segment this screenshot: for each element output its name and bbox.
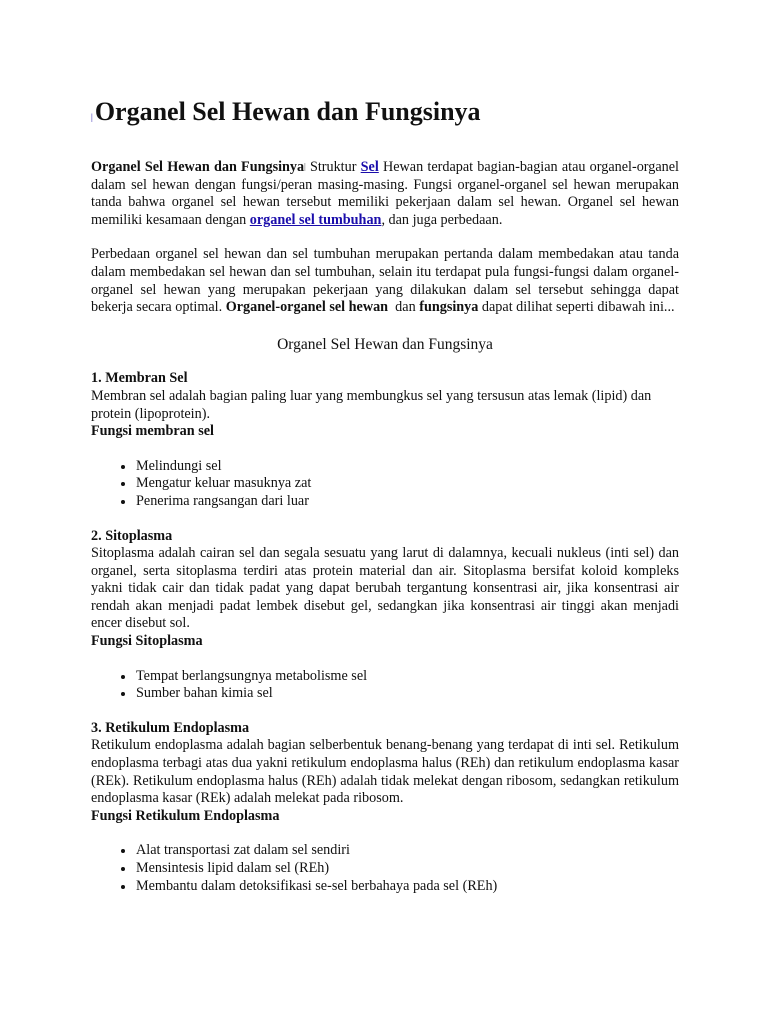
intro-paragraph xyxy=(91,158,679,229)
fungsi-list xyxy=(91,668,679,703)
section-description: Retikulum endoplasma adalah bagian selberbentuk benang-benang yang terdapat di inti sel. Retikulum endoplasma terbagi atas dua yakni retikulum endoplasma halus (REh) dan retikulum endoplasma kasar (REk). Retikulum endoplasma halus (REh) adalah tidak melekat dengan ribosom, sedangkan retikulum endoplasma kasar (REk) adalah melekat pada ribosom. xyxy=(91,737,679,807)
para2-bold-organel: Organel-organel sel hewan xyxy=(225,299,389,316)
article-content xyxy=(91,96,679,895)
para2-end: dapat dilihat seperti dibawah ini... xyxy=(478,299,675,316)
section-heading: Organel Sel Hewan dan Fungsinya xyxy=(277,335,493,353)
section-membran-sel xyxy=(91,370,679,510)
fungsi-title: Fungsi Sitoplasma xyxy=(91,633,203,650)
fungsi-title: Fungsi membran sel xyxy=(91,423,214,440)
list-item: • Mensintesis lipid dalam sel (REh) xyxy=(135,860,679,878)
intro-text-end: , dan juga perbedaan. xyxy=(381,211,503,228)
second-paragraph xyxy=(91,246,679,316)
para2-text: Perbedaan organel sel hewan dan sel tumbuhan merupakan pertanda dalam membedakan atau tanda dalam membedakan sel hewan dan sel tumbuhan, selain itu terdapat pula fungsi-fungsi dalam organel-organel sel hewan yang merupakan pekerjaan yang dilakukan dalam sel tersebut sehingga dapat bekerja secara optimal. xyxy=(91,246,679,316)
title-text: Organel Sel Hewan dan Fungsinya xyxy=(94,97,481,126)
section-title: 2. Sitoplasma xyxy=(91,527,173,544)
para2-mid: dan xyxy=(388,299,420,316)
section-retikulum-endoplasma xyxy=(91,720,679,895)
list-item: • Melindungi sel xyxy=(135,458,679,476)
list-item: • Tempat berlangsungnya metabolisme sel xyxy=(135,668,679,686)
section-sitoplasma xyxy=(91,528,679,703)
section-description: Sitoplasma adalah cairan sel dan segala sesuatu yang larut di dalamnya, kecuali nukleus (inti sel) dan organel, serta sitoplasma terdiri atas protein material dan air. Sitoplasma bersifat koloid kompleks yakni tidak cair dan tidak padat yang dapat berubah tergantung konsentrasi air, jika konsentrasi air rendah akan menjadi padat lembek disebut gel, sedangkan jika konsentrasi air tinggi akan menjadi encer disebut sol. xyxy=(91,545,679,632)
list-item: • Mengatur keluar masuknya zat xyxy=(135,475,679,493)
fungsi-list xyxy=(91,458,679,511)
list-item: • Membantu dalam detoksifikasi se-sel berbahaya pada sel (REh) xyxy=(135,878,679,896)
intro-text-after-link: Hewan terdapat bagian-bagian atau organel-organel dalam sel hewan dengan fungsi/peran masing-masing. Fungsi organel-organel sel hewan merupakan tanda bahwa organel sel hewan tersebut memiliki pekerjaan dalam sel hewan. Organel sel hewan memiliki kesamaan dengan xyxy=(91,159,679,228)
organel-tumbuhan-link[interactable]: organel sel tumbuhan xyxy=(249,211,382,228)
list-item: • Alat transportasi zat dalam sel sendiri xyxy=(135,842,679,860)
fungsi-title: Fungsi Retikulum Endoplasma xyxy=(91,807,280,824)
list-item: • Penerima rangsangan dari luar xyxy=(135,493,679,511)
intro-bold-lead: Organel Sel Hewan dan Fungsinya xyxy=(91,159,305,175)
intro-text-before-link: Struktur xyxy=(305,159,361,175)
list-item: • Sumber bahan kimia sel xyxy=(135,685,679,703)
title-anchor-link[interactable]: | xyxy=(91,112,93,122)
article-title xyxy=(91,96,679,133)
para2-bold-fungsinya: fungsinya xyxy=(419,299,479,316)
sel-link[interactable]: Sel xyxy=(360,159,379,175)
section-title: 1. Membran Sel xyxy=(91,370,188,387)
intro-marker: | xyxy=(304,162,306,171)
section-title: 3. Retikulum Endoplasma xyxy=(91,719,250,736)
section-description: Membran sel adalah bagian paling luar yang membungkus sel yang tersusun atas lemak (lipid) dan protein (lipoprotein). xyxy=(91,387,652,422)
fungsi-list xyxy=(91,842,679,895)
